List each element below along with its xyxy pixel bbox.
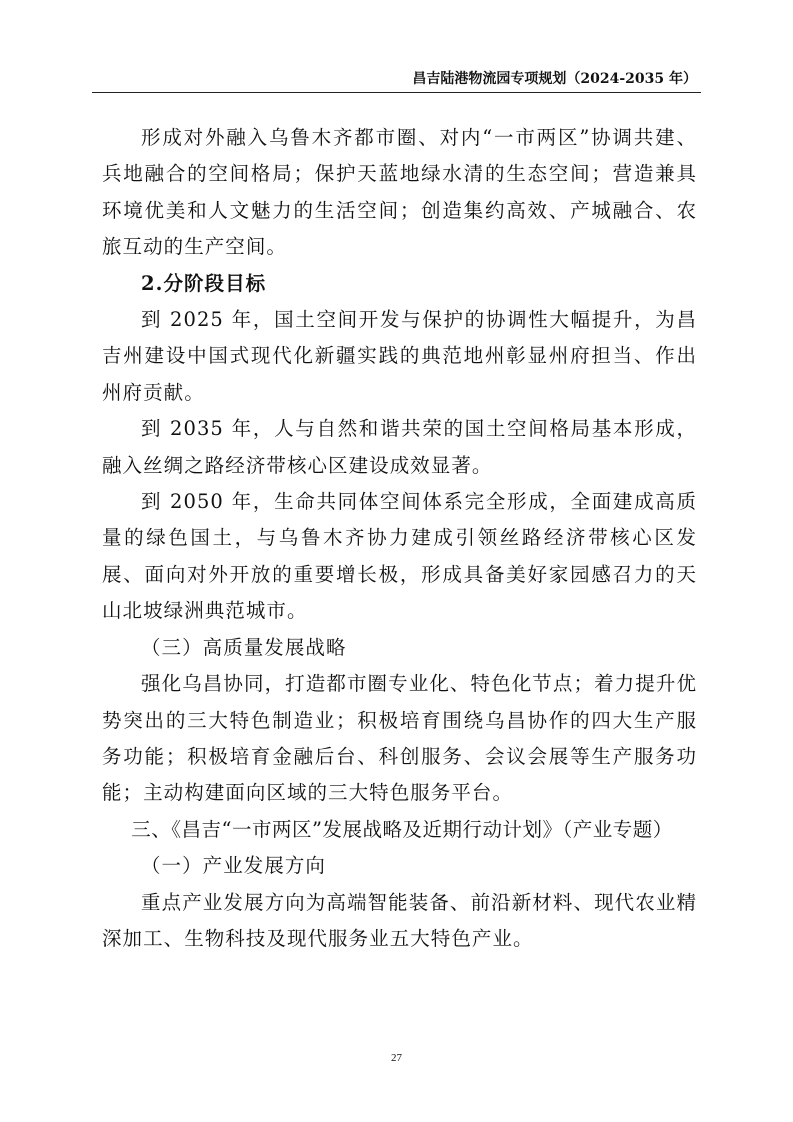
page-body	[102, 120, 697, 957]
paragraph-spatial-pattern: 形成对外融入乌鲁木齐都市圈、对内“一市两区”协调共建、兵地融合的空间格局；保护天蓝地绿水清的生态空间；营造兼具环境优美和人文魅力的生活空间；创造集约高效、产城融合、农旅互动的生产空间。	[102, 126, 697, 259]
paragraph-industry: 重点产业发展方向为高端智能装备、前沿新材料、现代农业精深加工、生物科技及现代服务业五大特色产业。	[102, 890, 697, 950]
paragraph-goal-2025: 到 2025 年，国土空间开发与保护的协调性大幅提升，为昌吉州建设中国式现代化新疆实践的典范地州彰显州府担当、作出州府贡献。	[102, 308, 697, 404]
heading-development-strategy: （三）高质量发展战略	[141, 635, 347, 659]
heading-industry-direction: （一）产业发展方向	[141, 854, 326, 878]
heading-stage-goals: 2.分阶段目标	[141, 271, 267, 295]
paragraph-strategy: 强化乌昌协同，打造都市圈专业化、特色化节点；着力提升优势突出的三大特色制造业；积极培育围绕乌昌协作的四大生产服务功能；积极培育金融后台、科创服务、会议会展等生产服务功能；主动构建面向区域的三大特色服务平台。	[102, 672, 697, 805]
paragraph-goal-2035: 到 2035 年，人与自然和谐共荣的国土空间格局基本形成，融入丝绸之路经济带核心区建设成效显著。	[102, 417, 697, 477]
running-header: 昌吉陆港物流园专项规划（2024-2035 年）	[412, 71, 697, 87]
header-rule	[92, 92, 701, 93]
page-number: 27	[391, 1052, 402, 1064]
heading-section-three: 三、《昌吉“一市两区”发展战略及近期行动计划》（产业专题）	[131, 817, 673, 841]
paragraph-goal-2050: 到 2050 年，生命共同体空间体系完全形成，全面建成高质量的绿色国土，与乌鲁木齐协力建成引领丝路经济带核心区发展、面向对外开放的重要增长极，形成具备美好家园感召力的天山北坡绿洲典范城市。	[102, 490, 697, 623]
